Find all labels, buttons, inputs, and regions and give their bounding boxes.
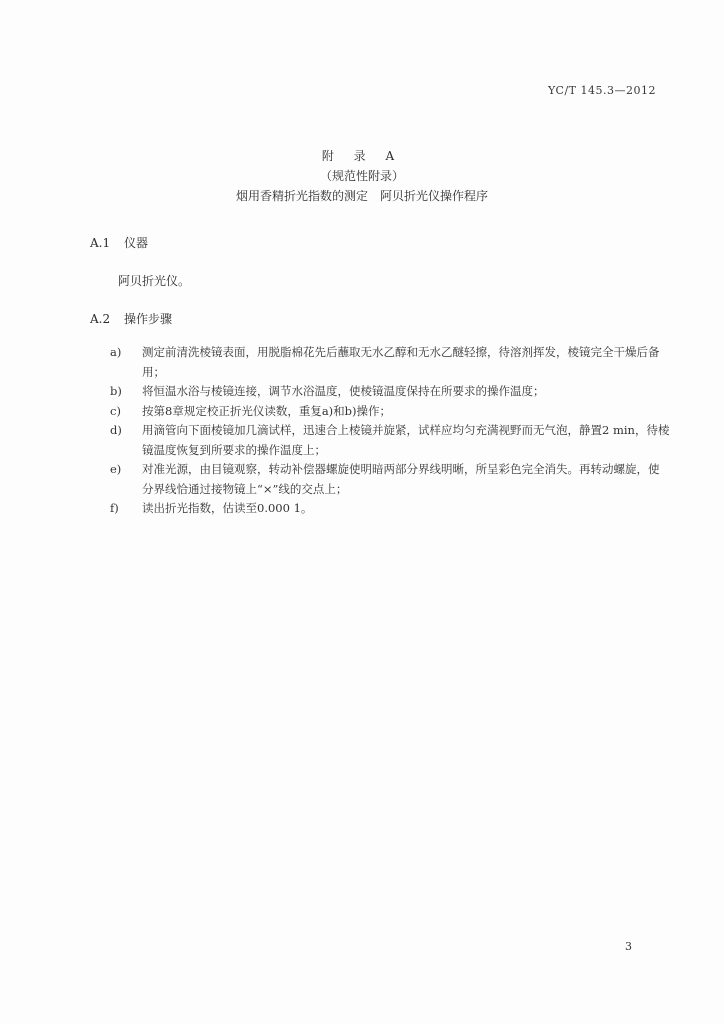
- step-text: 对准光源，由目镜观察，转动补偿器螺旋使明暗两部分界线明晰，所呈彩色完全消失。再转动螺旋，使分界线恰通过接物镜上“×”线的交点上；: [142, 462, 660, 496]
- standard-code: YC/T 145.3—2012: [547, 84, 656, 97]
- step-text: 按第8章规定校正折光仪读数，重复a)和b)操作；: [142, 403, 392, 418]
- step-text: 用滴管向下面棱镜加几滴试样，迅速合上棱镜并旋紧，试样应均匀充满视野而无气泡，静置2 min，待棱镜温度恢复到所要求的操作温度上；: [142, 423, 670, 457]
- list-item: [110, 499, 670, 519]
- list-item: [110, 382, 670, 402]
- appendix-title: 烟用香精折光指数的测定 阿贝折光仪操作程序: [235, 189, 488, 203]
- section-number: A.1: [90, 236, 111, 250]
- appendix-heading: [0, 146, 724, 206]
- procedure-steps-list: [110, 343, 670, 519]
- section-a1-text: 阿贝折光仪。: [118, 274, 191, 288]
- step-text: 测定前清洗棱镜表面，用脱脂棉花先后蘸取无水乙醇和无水乙醚轻擦，待溶剂挥发，棱镜完全干燥后备用；: [142, 345, 660, 379]
- appendix-type: （规范性附录）: [319, 169, 404, 183]
- step-text: 读出折光指数，估读至0.000 1。: [142, 501, 313, 515]
- step-marker: b): [110, 384, 122, 398]
- list-item: [110, 421, 670, 460]
- step-marker: d): [110, 423, 122, 437]
- page-number: 3: [625, 940, 632, 953]
- list-item: [110, 402, 670, 422]
- step-marker: e): [110, 462, 122, 476]
- list-item: [110, 460, 670, 499]
- section-heading-a1: [90, 234, 148, 251]
- section-title: 操作步骤: [124, 312, 173, 326]
- step-marker: c): [110, 403, 121, 418]
- step-text: 将恒温水浴与棱镜连接，调节水浴温度，使棱镜温度保持在所要求的操作温度；: [142, 384, 545, 398]
- appendix-label: 附 录 A: [321, 149, 403, 163]
- list-item: [110, 343, 670, 382]
- section-title: 仪器: [124, 236, 149, 250]
- step-marker: a): [110, 345, 122, 359]
- step-marker: f): [110, 501, 119, 515]
- section-number: A.2: [90, 312, 111, 326]
- section-heading-a2: [90, 310, 172, 327]
